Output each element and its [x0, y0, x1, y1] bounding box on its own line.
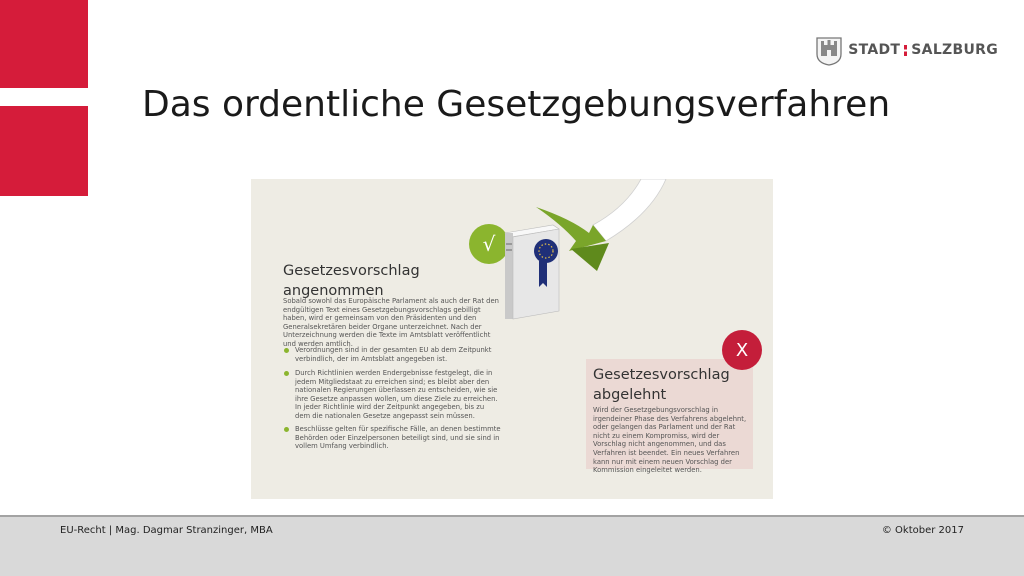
rejected-heading: [593, 365, 730, 405]
logo-wordmark: [848, 42, 998, 58]
red-accent-bar-top: [0, 0, 88, 88]
eu-binder-icon: [501, 219, 571, 324]
accepted-bullet-regulations: Verordnungen sind in der gesamten EU ab dem Zeitpunkt verbindlich, der im Amtsblatt angegeben ist.: [295, 346, 501, 363]
rejected-description: Wird der Gesetzgebungsvorschlag in irgendeiner Phase des Verfahrens abgelehnt, oder gelangen das Parlament und der Rat nicht zu einem Kompromiss, wird der Vorschlag nicht angenommen, und das Verfahren ist beendet. Ein neues Verfahren kann nur mit einem neuen Vorschlag der Kommission eingeleitet werden.: [593, 406, 747, 475]
rejected-heading-line1: Gesetzesvorschlag: [593, 367, 730, 383]
rejected-panel: [586, 359, 753, 475]
red-accent-bar-bottom: [0, 106, 88, 196]
accepted-description: Sobald sowohl das Europäische Parlament als auch der Rat den endgültigen Text eines Gesetzgebungsvorschlags gebilligt haben, wird er gemeinsam von den Präsidenten und den Generalsekretären beider Organe unterzeichnet. Nach der Unterzeichnung werden die Texte im Amtsblatt veröffentlicht und werden amtlich.: [283, 297, 499, 348]
slide-title: Das ordentliche Gesetzgebungsverfahren: [142, 84, 891, 125]
footer-date: © Oktober 2017: [881, 525, 964, 536]
accepted-bullet-directives: Durch Richtlinien werden Endergebnisse festgelegt, die in jedem Mitgliedstaat zu erreichen sind; es bleibt aber den nationalen Regierungen überlassen zu entscheiden, wie sie ihre Gesetze anpassen wollen, um diese Ziele zu erreichen. In jeder Richtlinie wird der Zeitpunkt angegeben, bis zu dem die nationalen Gesetze angepasst sein müssen.: [295, 369, 501, 421]
accepted-heading: [283, 261, 420, 301]
accepted-heading-line2: angenommen: [283, 283, 384, 299]
slide-footer: [0, 515, 1024, 576]
city-crest-icon: [816, 34, 842, 66]
logo-separator: [904, 45, 907, 56]
accepted-bullet-decisions: Beschlüsse gelten für spezifische Fälle, an denen bestimmte Behörden oder Einzelpersonen beteiligt sind, und sie sind in vollem Umfang verbindlich.: [295, 425, 501, 451]
logo-word-stadt: STADT: [848, 42, 901, 58]
accepted-check-icon: √: [469, 224, 509, 264]
accepted-heading-line1: Gesetzesvorschlag: [283, 263, 420, 279]
stadt-salzburg-logo: [816, 34, 998, 66]
rejected-x-icon: X: [722, 330, 762, 370]
rejected-heading-line2: abgelehnt: [593, 387, 667, 403]
logo-word-salzburg: SALZBURG: [911, 42, 998, 58]
legislative-procedure-figure: [251, 179, 773, 499]
footer-author: EU-Recht | Mag. Dagmar Stranzinger, MBA: [60, 525, 273, 536]
